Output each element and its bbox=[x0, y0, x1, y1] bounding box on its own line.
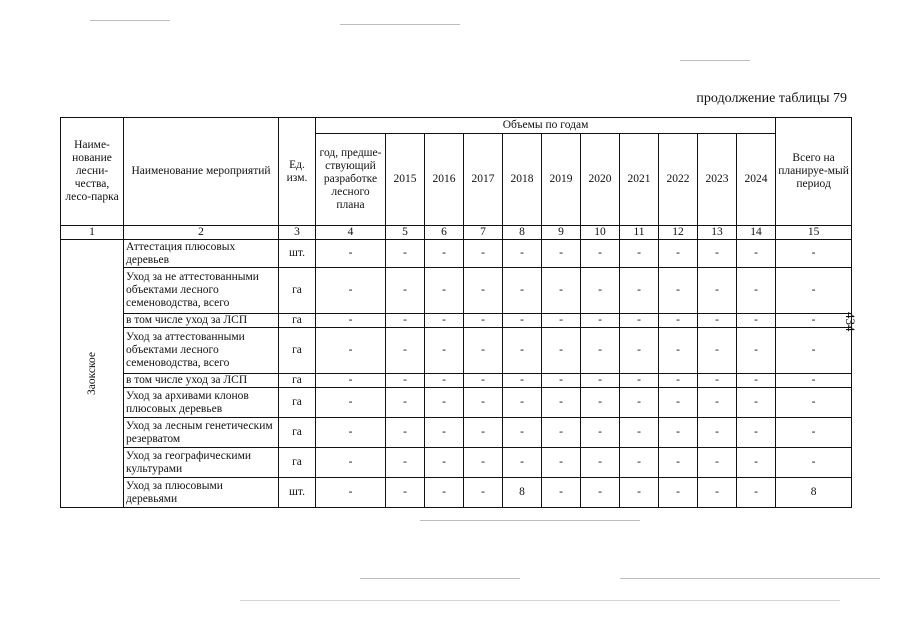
header-year: 2022 bbox=[659, 134, 698, 226]
value-cell: - bbox=[620, 374, 659, 388]
value-cell: - bbox=[425, 374, 464, 388]
value-cell: - bbox=[464, 240, 503, 268]
value-cell: - bbox=[581, 240, 620, 268]
unit-cell: га bbox=[279, 314, 316, 328]
value-cell: - bbox=[542, 328, 581, 374]
value-cell: - bbox=[503, 418, 542, 448]
value-cell: - bbox=[581, 314, 620, 328]
unit-cell: га bbox=[279, 448, 316, 478]
value-cell: - bbox=[386, 418, 425, 448]
column-number: 15 bbox=[776, 226, 852, 240]
measure-name: Уход за плюсовыми деревьями bbox=[124, 478, 279, 508]
value-cell: - bbox=[542, 418, 581, 448]
scan-noise bbox=[620, 578, 880, 579]
value-cell: - bbox=[386, 314, 425, 328]
measure-name: Уход за архивами клонов плюсовых деревьев bbox=[124, 388, 279, 418]
measure-name: Уход за лесным генетическим резерватом bbox=[124, 418, 279, 448]
value-cell: - bbox=[698, 314, 737, 328]
value-cell: - bbox=[425, 240, 464, 268]
value-cell: - bbox=[776, 418, 852, 448]
unit-cell: га bbox=[279, 418, 316, 448]
value-cell: - bbox=[620, 448, 659, 478]
forestry-name: Заокское bbox=[85, 351, 98, 396]
scan-noise bbox=[240, 600, 840, 601]
value-cell: - bbox=[386, 240, 425, 268]
value-cell: - bbox=[464, 268, 503, 314]
unit-cell: шт. bbox=[279, 240, 316, 268]
header-measure-name: Наименование мероприятий bbox=[124, 118, 279, 226]
value-cell: - bbox=[737, 240, 776, 268]
measure-name: Уход за аттестованными объектами лесного семеноводства, всего bbox=[124, 328, 279, 374]
value-cell: - bbox=[503, 374, 542, 388]
value-cell: - bbox=[316, 388, 386, 418]
column-number: 9 bbox=[542, 226, 581, 240]
value-cell: - bbox=[620, 328, 659, 374]
value-cell: - bbox=[386, 268, 425, 314]
value-cell: - bbox=[737, 418, 776, 448]
value-cell: - bbox=[425, 478, 464, 508]
header-year: 2024 bbox=[737, 134, 776, 226]
value-cell: - bbox=[776, 448, 852, 478]
value-cell: 8 bbox=[776, 478, 852, 508]
column-number: 5 bbox=[386, 226, 425, 240]
value-cell: - bbox=[464, 418, 503, 448]
unit-cell: га bbox=[279, 328, 316, 374]
value-cell: - bbox=[737, 374, 776, 388]
header-year: 2020 bbox=[581, 134, 620, 226]
scan-noise bbox=[360, 578, 520, 579]
column-number: 8 bbox=[503, 226, 542, 240]
value-cell: - bbox=[659, 448, 698, 478]
header-year: 2015 bbox=[386, 134, 425, 226]
value-cell: - bbox=[316, 268, 386, 314]
value-cell: - bbox=[776, 314, 852, 328]
value-cell: - bbox=[737, 448, 776, 478]
header-year: 2018 bbox=[503, 134, 542, 226]
value-cell: - bbox=[386, 388, 425, 418]
value-cell: - bbox=[698, 328, 737, 374]
measure-name: Аттестация плюсовых деревьев bbox=[124, 240, 279, 268]
header-prior-year: год, предше-ствующий разработке лесного плана bbox=[316, 134, 386, 226]
header-year: 2023 bbox=[698, 134, 737, 226]
value-cell: - bbox=[659, 314, 698, 328]
table-row bbox=[61, 240, 852, 268]
value-cell: - bbox=[542, 314, 581, 328]
header-forestry: Наиме-нование лесни-чества, лесо-парка bbox=[61, 118, 124, 226]
unit-cell: га bbox=[279, 268, 316, 314]
value-cell: - bbox=[737, 388, 776, 418]
value-cell: - bbox=[659, 240, 698, 268]
header-total: Всего на планируе-мый период bbox=[776, 118, 852, 226]
value-cell: - bbox=[737, 328, 776, 374]
value-cell: - bbox=[316, 314, 386, 328]
table-row bbox=[61, 448, 852, 478]
value-cell: - bbox=[386, 328, 425, 374]
value-cell: - bbox=[776, 374, 852, 388]
header-year: 2016 bbox=[425, 134, 464, 226]
table-row bbox=[61, 478, 852, 508]
value-cell: - bbox=[737, 268, 776, 314]
value-cell: - bbox=[425, 268, 464, 314]
value-cell: - bbox=[316, 478, 386, 508]
value-cell: - bbox=[659, 388, 698, 418]
value-cell: - bbox=[503, 314, 542, 328]
value-cell: - bbox=[620, 478, 659, 508]
value-cell: - bbox=[386, 448, 425, 478]
column-number: 14 bbox=[737, 226, 776, 240]
table-row bbox=[61, 374, 852, 388]
value-cell: - bbox=[776, 268, 852, 314]
value-cell: - bbox=[503, 388, 542, 418]
unit-cell: га bbox=[279, 388, 316, 418]
measure-name: в том числе уход за ЛСП bbox=[124, 374, 279, 388]
value-cell: - bbox=[698, 240, 737, 268]
value-cell: - bbox=[464, 328, 503, 374]
value-cell: - bbox=[698, 418, 737, 448]
value-cell: - bbox=[425, 418, 464, 448]
scan-noise bbox=[340, 24, 460, 25]
value-cell: - bbox=[620, 388, 659, 418]
value-cell: - bbox=[620, 268, 659, 314]
value-cell: - bbox=[425, 448, 464, 478]
value-cell: - bbox=[316, 418, 386, 448]
value-cell: - bbox=[776, 328, 852, 374]
scan-noise bbox=[90, 20, 170, 21]
table-row bbox=[61, 328, 852, 374]
value-cell: - bbox=[316, 328, 386, 374]
scan-noise bbox=[680, 60, 750, 61]
value-cell: - bbox=[464, 388, 503, 418]
value-cell: - bbox=[581, 448, 620, 478]
table-row bbox=[61, 268, 852, 314]
value-cell: - bbox=[659, 328, 698, 374]
value-cell: - bbox=[542, 268, 581, 314]
value-cell: - bbox=[464, 314, 503, 328]
value-cell: - bbox=[581, 328, 620, 374]
value-cell: - bbox=[464, 374, 503, 388]
value-cell: - bbox=[503, 328, 542, 374]
column-number: 6 bbox=[425, 226, 464, 240]
unit-cell: га bbox=[279, 374, 316, 388]
header-year: 2021 bbox=[620, 134, 659, 226]
value-cell: - bbox=[620, 314, 659, 328]
column-number: 7 bbox=[464, 226, 503, 240]
value-cell: - bbox=[581, 374, 620, 388]
table-row bbox=[61, 314, 852, 328]
value-cell: - bbox=[737, 314, 776, 328]
value-cell: - bbox=[581, 478, 620, 508]
page-number: 434 bbox=[843, 312, 858, 332]
column-number: 1 bbox=[61, 226, 124, 240]
value-cell: - bbox=[542, 448, 581, 478]
forestry-measures-table bbox=[60, 117, 852, 508]
header-volumes-by-year: Объемы по годам bbox=[316, 118, 776, 134]
table-row bbox=[61, 388, 852, 418]
value-cell: - bbox=[425, 328, 464, 374]
value-cell: - bbox=[659, 268, 698, 314]
column-number: 3 bbox=[279, 226, 316, 240]
column-number: 11 bbox=[620, 226, 659, 240]
column-number: 10 bbox=[581, 226, 620, 240]
value-cell: 8 bbox=[503, 478, 542, 508]
value-cell: - bbox=[776, 240, 852, 268]
value-cell: - bbox=[316, 240, 386, 268]
measure-name: Уход за не аттестованными объектами лесного семеноводства, всего bbox=[124, 268, 279, 314]
value-cell: - bbox=[737, 478, 776, 508]
table-row bbox=[61, 418, 852, 448]
value-cell: - bbox=[425, 388, 464, 418]
value-cell: - bbox=[581, 388, 620, 418]
column-number: 12 bbox=[659, 226, 698, 240]
value-cell: - bbox=[698, 374, 737, 388]
column-number: 4 bbox=[316, 226, 386, 240]
value-cell: - bbox=[581, 418, 620, 448]
column-number: 13 bbox=[698, 226, 737, 240]
value-cell: - bbox=[503, 448, 542, 478]
value-cell: - bbox=[542, 388, 581, 418]
value-cell: - bbox=[316, 374, 386, 388]
column-numbers-row bbox=[61, 226, 852, 240]
value-cell: - bbox=[659, 374, 698, 388]
measure-name: Уход за географическими культурами bbox=[124, 448, 279, 478]
header-year: 2017 bbox=[464, 134, 503, 226]
value-cell: - bbox=[503, 268, 542, 314]
value-cell: - bbox=[698, 268, 737, 314]
value-cell: - bbox=[386, 374, 425, 388]
value-cell: - bbox=[698, 388, 737, 418]
value-cell: - bbox=[464, 478, 503, 508]
column-number: 2 bbox=[124, 226, 279, 240]
value-cell: - bbox=[698, 478, 737, 508]
value-cell: - bbox=[659, 478, 698, 508]
value-cell: - bbox=[316, 448, 386, 478]
header-year: 2019 bbox=[542, 134, 581, 226]
value-cell: - bbox=[464, 448, 503, 478]
forestry-name-cell bbox=[61, 240, 124, 508]
value-cell: - bbox=[581, 268, 620, 314]
value-cell: - bbox=[659, 418, 698, 448]
scan-noise bbox=[420, 520, 640, 521]
value-cell: - bbox=[542, 240, 581, 268]
value-cell: - bbox=[425, 314, 464, 328]
value-cell: - bbox=[776, 388, 852, 418]
unit-cell: шт. bbox=[279, 478, 316, 508]
value-cell: - bbox=[698, 448, 737, 478]
value-cell: - bbox=[542, 478, 581, 508]
value-cell: - bbox=[620, 240, 659, 268]
value-cell: - bbox=[386, 478, 425, 508]
value-cell: - bbox=[542, 374, 581, 388]
header-unit: Ед. изм. bbox=[279, 118, 316, 226]
value-cell: - bbox=[620, 418, 659, 448]
table-caption: продолжение таблицы 79 bbox=[696, 91, 847, 106]
measure-name: в том числе уход за ЛСП bbox=[124, 314, 279, 328]
value-cell: - bbox=[503, 240, 542, 268]
